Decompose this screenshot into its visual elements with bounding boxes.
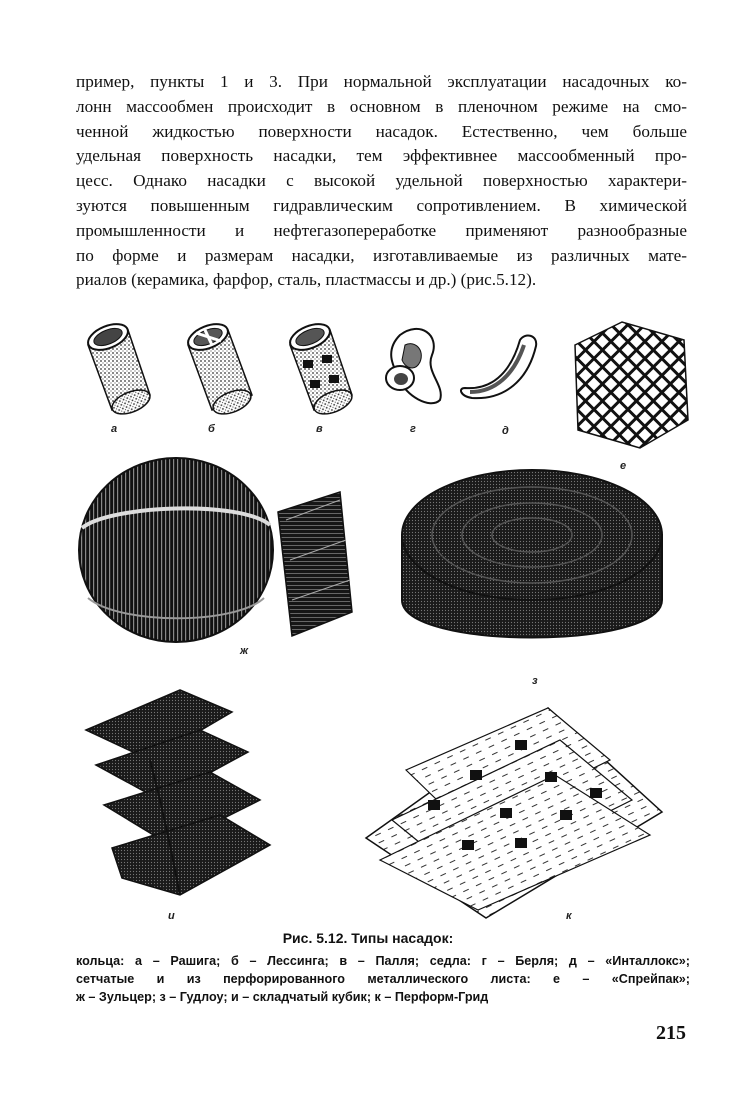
caption-line: кольца: а – Рашига; б – Лессинга; в – Палля; седла: г – Берля; д – «Инталлокс»; [76,954,690,968]
body-line: ченной жидкостью поверхности насадок. Естественно, чем больше [76,121,687,141]
label-a: а [111,423,118,435]
page-number: 215 [656,1022,686,1044]
body-line: промышленности и нефтегазопереработке применяют разнообразные [76,220,687,240]
label-d: д [502,425,509,437]
spraypak-mesh-illustration [575,322,688,448]
body-line: удельная поверхность насадки, тем эффективнее массообменный про- [76,146,687,166]
folded-cube-illustration [86,690,270,895]
caption-line: сетчатые и из перфорированного металлического листа: е – «Спрейпак»; [76,972,690,986]
label-zh: ж [240,645,249,657]
label-g: г [410,423,416,435]
body-line: по форме и размерам насадки, изготавливаемые из различных мате- [76,245,687,265]
caption-line: ж – Зульцер; з – Гудлоу; и – складчатый кубик; к – Перформ-Грид [76,990,489,1004]
body-line: риалов (керамика, фарфор, сталь, пластмассы и др.) (рис.5.12). [76,270,537,290]
berl-saddle-illustration [386,329,441,403]
label-i: и [168,910,175,922]
label-k: к [566,910,572,922]
intalox-saddle-illustration [461,335,536,398]
raschig-ring-illustration [84,319,153,419]
perform-grid-illustration [366,708,662,918]
figure-caption [76,952,690,1006]
goodloe-packing-illustration [402,470,662,638]
label-v: в [316,423,323,435]
figure-illustrations [0,300,736,920]
sulzer-packing-illustration [79,458,352,642]
body-line: лонн массообмен происходит в основном в пленочном режиме на смо- [76,96,687,116]
pall-ring-illustration [286,319,355,419]
label-e: е [620,460,627,472]
figure-caption-title: Рис. 5.12. Типы насадок: [282,930,454,946]
lessing-ring-illustration [184,319,254,419]
body-line: пример, пункты 1 и 3. При нормальной эксплуатации насадочных ко- [76,72,687,91]
body-line: зуются повышенным гидравлическим сопротивлением. В химической [76,195,687,215]
body-paragraph [76,70,687,293]
label-b: б [208,423,215,435]
body-line: цесс. Однако насадки с высокой удельной поверхностью характери- [76,171,687,191]
label-z: з [532,675,538,687]
